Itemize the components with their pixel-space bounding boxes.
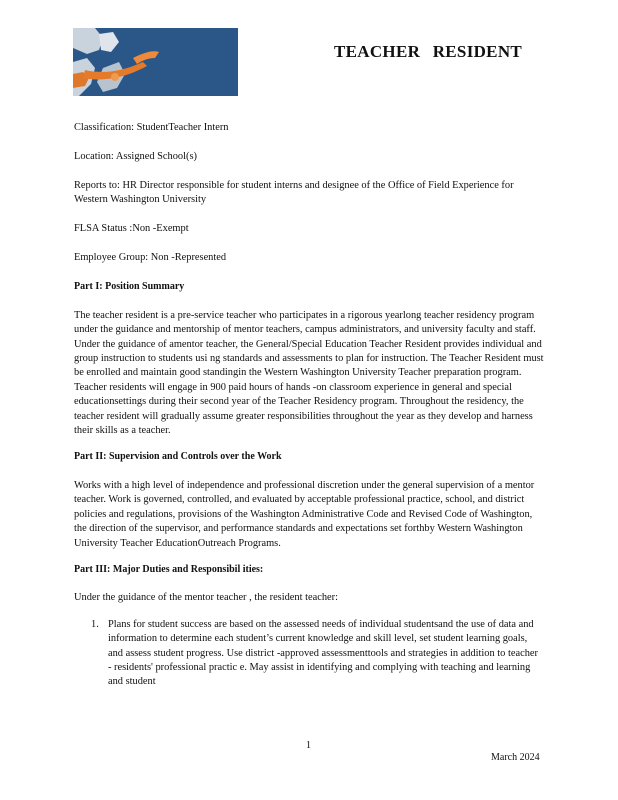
logo-graphic bbox=[73, 28, 238, 96]
reports-to-field: Reports to: HR Director responsible for student interns and designee of the Office of Field Experience for Western Washington University bbox=[74, 180, 514, 206]
employee-group-field: Employee Group: Non -Represented bbox=[74, 252, 227, 264]
list-item-number: 1. bbox=[91, 618, 99, 630]
classification-field: Classification: StudentTeacher Intern bbox=[74, 122, 229, 133]
document-body bbox=[74, 121, 544, 690]
document-title: TEACHER RESIDENT bbox=[334, 42, 523, 61]
list-item bbox=[74, 618, 544, 690]
footer-date: March 2024 bbox=[491, 752, 540, 763]
part2-heading: Part II: Supervision and Controls over the Work bbox=[74, 451, 282, 463]
flsa-status-field: FLSA Status :Non -Exempt bbox=[74, 223, 189, 235]
part3-intro: Under the guidance of the mentor teacher , the resident teacher: bbox=[74, 592, 338, 604]
part2-paragraph: Works with a high level of independence and professional discretion under the general supervision of a mentor teacher. Work is governed, controlled, and evaluated by acceptable professional practice, school, and district policies and regulations, provisions of the Washington Administrative Code and Revised Code of Washington, the direction of the supervisor, and performance standards and expectations set forthby Western Washington University Teacher EducationOutreach Programs. bbox=[74, 479, 535, 549]
organization-logo bbox=[73, 28, 238, 96]
location-field: Location: Assigned School(s) bbox=[74, 151, 197, 162]
part1-heading: Part I: Position Summary bbox=[74, 281, 185, 293]
part3-heading: Part III: Major Duties and Responsibil ities: bbox=[74, 563, 264, 575]
list-item-text: Plans for student success are based on the assessed needs of individual studentsand the use of data and information to determine each student’s current knowledge and skill level, set student learning goals, and assess student progress. Use district -approved assessmenttools and strategies in addition to teacher - residents' professional practic e. May assist in identifying and complying with teaching and learning and student bbox=[108, 618, 538, 688]
duties-list bbox=[74, 618, 544, 690]
page-number: 1 bbox=[306, 740, 311, 751]
part1-paragraph: The teacher resident is a pre-service teacher who participates in a rigorous yearlong teacher residency program under the guidance and mentorship of mentor teachers, campus administrators, and university faculty and staff. Under the guidance of amentor teacher, the General/Special Education Teacher Resident provides individual and group instruction to students usi ng standards and assessments to plan for instruction. The Teacher Resident must be enrolled and maintain good standingin the Western Washington University Teacher preparation program. Teacher residents will engage in 900 paid hours of hands -on classroom experience in general and special educationsettings during their second year of the Teacher Residency program. Throughout the residency, the teacher resident will gradually assume greater responsibilities throughout the year as they develop and harness their skills as a teacher. bbox=[74, 309, 544, 437]
